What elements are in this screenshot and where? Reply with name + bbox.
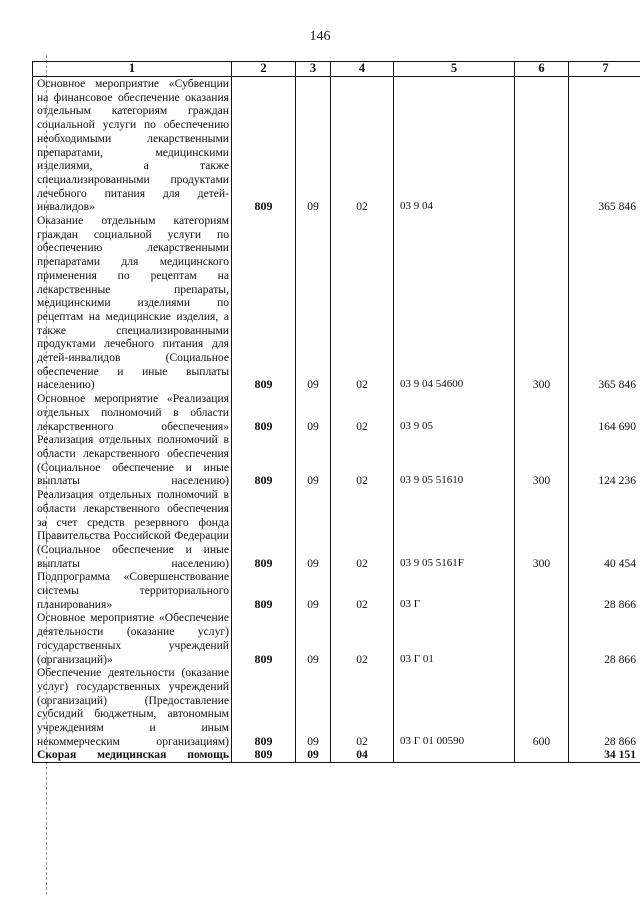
row-ministry-code: 809 xyxy=(232,570,296,611)
row-subsection: 02 xyxy=(331,611,394,666)
row-section: 09 xyxy=(296,570,331,611)
row-amount: 28 866 xyxy=(569,611,640,666)
row-expense-type xyxy=(515,748,569,762)
row-amount: 124 236 xyxy=(569,433,640,488)
column-header-2: 2 xyxy=(232,62,296,77)
row-target-article: 03 9 05 xyxy=(394,392,515,433)
row-target-article: 03 9 04 xyxy=(394,77,515,215)
row-amount: 365 846 xyxy=(569,214,640,392)
row-target-article: 03 Г 01 xyxy=(394,611,515,666)
row-section: 09 xyxy=(296,214,331,392)
row-name: Основное мероприятие «Реализация отдельных полномочий в области лекарственного обеспечения» xyxy=(33,392,232,433)
table-row xyxy=(33,666,640,748)
row-expense-type xyxy=(515,392,569,433)
row-ministry-code: 809 xyxy=(232,77,296,215)
row-target-article: 03 9 05 5161F xyxy=(394,488,515,570)
row-expense-type: 300 xyxy=(515,488,569,570)
column-header-7: 7 xyxy=(569,62,640,77)
row-section: 09 xyxy=(296,611,331,666)
row-target-article xyxy=(394,748,515,762)
table-row xyxy=(33,611,640,666)
row-subsection: 02 xyxy=(331,433,394,488)
table-row xyxy=(33,392,640,433)
page-number: 146 xyxy=(309,29,331,44)
row-target-article: 03 Г xyxy=(394,570,515,611)
row-expense-type xyxy=(515,611,569,666)
row-amount: 40 454 xyxy=(569,488,640,570)
row-section: 09 xyxy=(296,748,331,762)
row-amount: 28 866 xyxy=(569,666,640,748)
header-row xyxy=(33,62,640,77)
row-subsection: 02 xyxy=(331,666,394,748)
row-expense-type: 600 xyxy=(515,666,569,748)
row-subsection: 04 xyxy=(331,748,394,762)
row-target-article: 03 9 05 51610 xyxy=(394,433,515,488)
row-name: Оказание отдельным категориям граждан социальной услуги по обеспечению лекарственными препаратами для медицинского применения по рецептам на лекарственные препараты, медицинскими изделиями по рецептам на медицинские изделия, а также специализированными продуктами лечебного питания для детей-инвалидов (Социальное обеспечение и иные выплаты населению) xyxy=(33,214,232,392)
row-ministry-code: 809 xyxy=(232,433,296,488)
table-row xyxy=(33,433,640,488)
row-ministry-code: 809 xyxy=(232,666,296,748)
row-name: Основное мероприятие «Субвенции на финансовое обеспечение оказания отдельным категориям граждан социальной услуги по обеспечению необходимыми лекарственными препаратами, медицинскими изделиями, а также специализированными продуктами лечебного питания для детей-инвалидов» xyxy=(33,77,232,215)
row-subsection: 02 xyxy=(331,392,394,433)
row-amount: 365 846 xyxy=(569,77,640,215)
table-row xyxy=(33,214,640,392)
row-amount: 34 151 xyxy=(569,748,640,762)
row-subsection: 02 xyxy=(331,214,394,392)
row-ministry-code: 809 xyxy=(232,488,296,570)
row-expense-type xyxy=(515,570,569,611)
row-name: Основное мероприятие «Обеспечение деятельности (оказание услуг) государственных учреждений (организаций)» xyxy=(33,611,232,666)
row-ministry-code: 809 xyxy=(232,392,296,433)
table-row xyxy=(33,488,640,570)
row-section: 09 xyxy=(296,666,331,748)
row-target-article: 03 Г 01 00590 xyxy=(394,666,515,748)
row-name: Скорая медицинская помощь xyxy=(33,748,232,762)
row-section: 09 xyxy=(296,392,331,433)
row-subsection: 02 xyxy=(331,570,394,611)
row-name: Реализация отдельных полномочий в области лекарственного обеспечения (Социальное обеспечение и иные выплаты населению) xyxy=(33,433,232,488)
column-header-6: 6 xyxy=(515,62,569,77)
budget-table xyxy=(32,61,640,763)
row-subsection: 02 xyxy=(331,488,394,570)
column-header-3: 3 xyxy=(296,62,331,77)
table-row xyxy=(33,77,640,215)
row-expense-type: 300 xyxy=(515,214,569,392)
row-subsection: 02 xyxy=(331,77,394,215)
column-header-5: 5 xyxy=(394,62,515,77)
row-expense-type xyxy=(515,77,569,215)
row-ministry-code: 809 xyxy=(232,748,296,762)
row-section: 09 xyxy=(296,433,331,488)
row-ministry-code: 809 xyxy=(232,214,296,392)
row-target-article: 03 9 04 54600 xyxy=(394,214,515,392)
row-expense-type: 300 xyxy=(515,433,569,488)
row-amount: 164 690 xyxy=(569,392,640,433)
table-row-section-total xyxy=(33,748,640,762)
column-header-4: 4 xyxy=(331,62,394,77)
row-ministry-code: 809 xyxy=(232,611,296,666)
table-row xyxy=(33,570,640,611)
row-amount: 28 866 xyxy=(569,570,640,611)
row-name: Реализация отдельных полномочий в области лекарственного обеспечения за счет средств резервного фонда Правительства Российской Федерации (Социальное обеспечение и иные выплаты населению) xyxy=(33,488,232,570)
row-name: Подпрограмма «Совершенствование системы территориального планирования» xyxy=(33,570,232,611)
row-section: 09 xyxy=(296,77,331,215)
row-name: Обеспечение деятельности (оказание услуг) государственных учреждений (организаций) (Предоставление субсидий бюджетным, автономным учреждениям и иным некоммерческим организациям) xyxy=(33,666,232,748)
column-header-1: 1 xyxy=(33,62,232,77)
row-section: 09 xyxy=(296,488,331,570)
